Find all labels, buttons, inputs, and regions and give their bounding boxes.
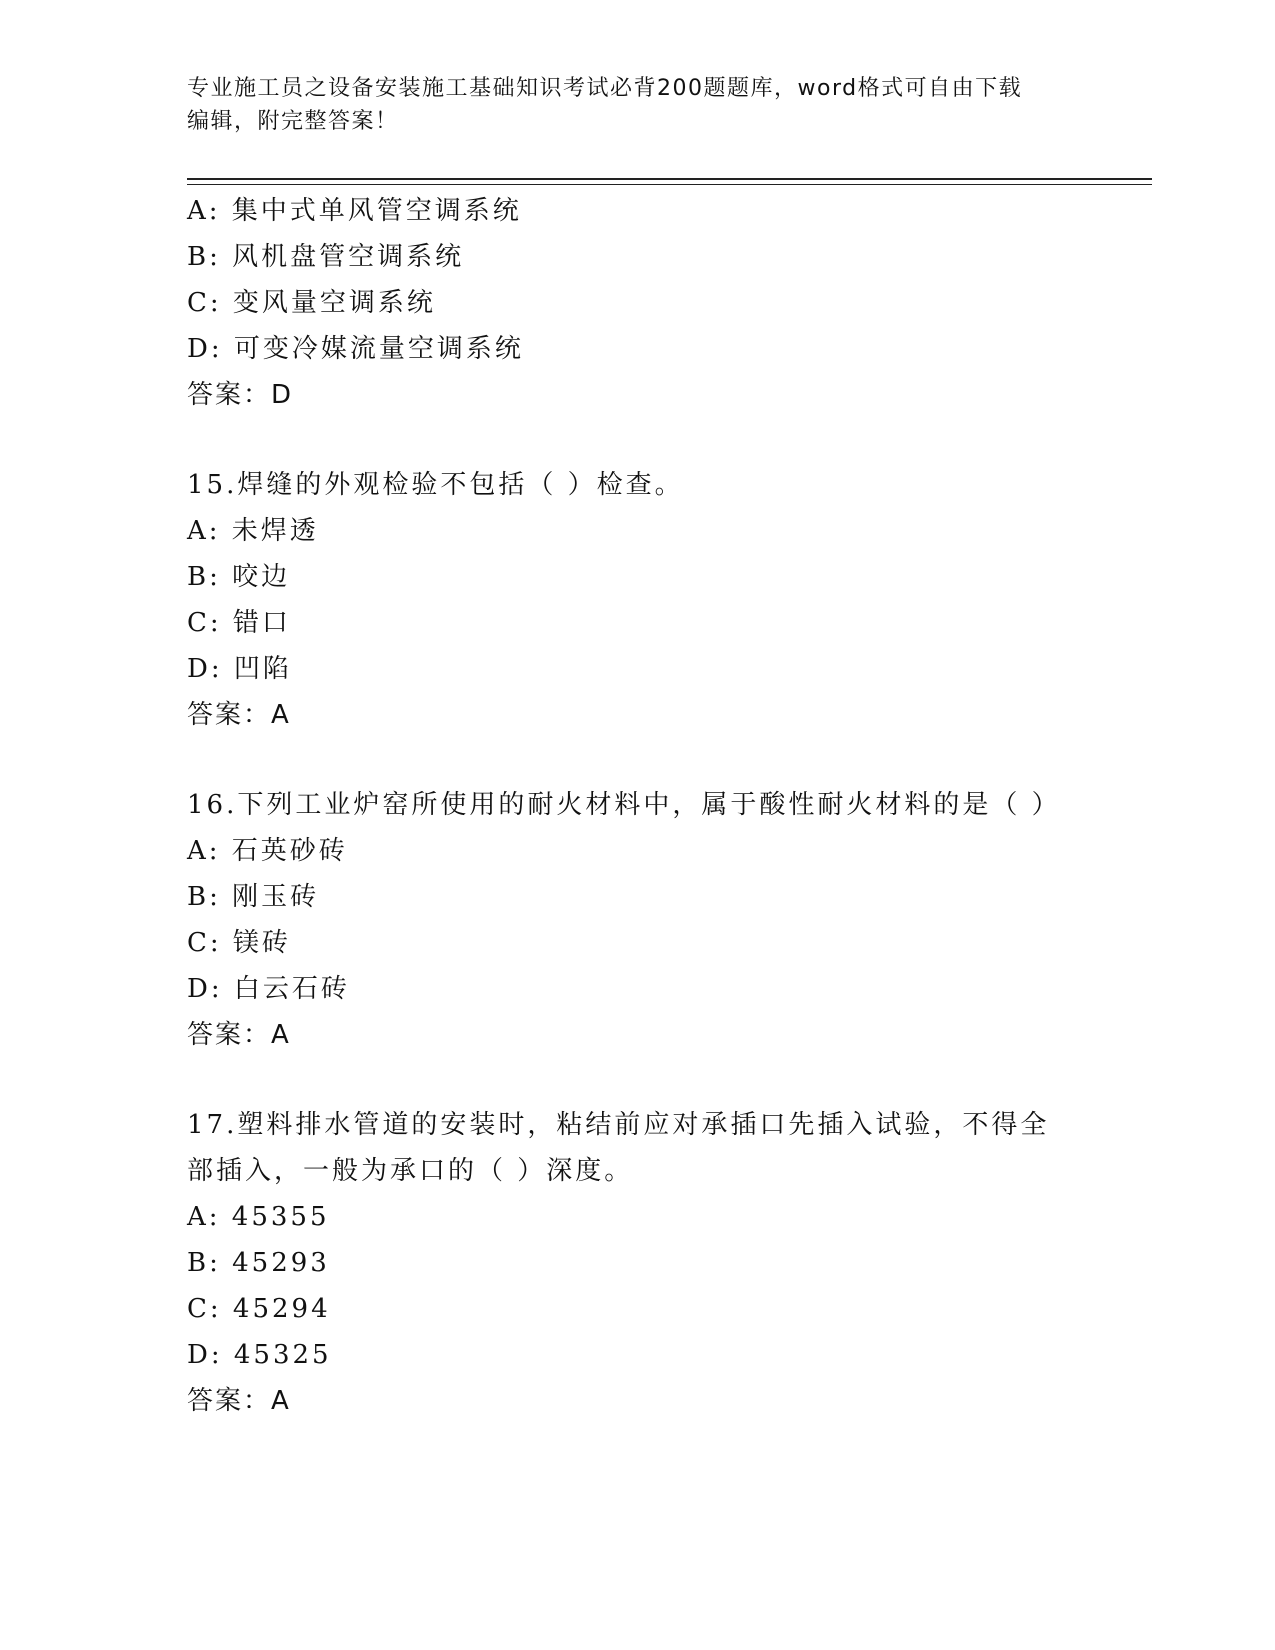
question-text: 17.塑料排水管道的安装时，粘结前应对承插口先插入试验，不得全部插入，一般为承口的（ ）深度。	[187, 1110, 1050, 1186]
question-16	[187, 782, 1087, 1058]
option-b: B: 刚玉砖	[187, 882, 320, 912]
option-c: C: 镁砖	[187, 928, 291, 958]
option-a: A: 集中式单风管空调系统	[187, 196, 522, 226]
question-15	[187, 462, 1087, 738]
answer: 答案：D	[187, 380, 294, 410]
answer: 答案：A	[187, 1020, 291, 1050]
option-b: B: 咬边	[187, 562, 291, 592]
option-c: C: 错口	[187, 608, 291, 638]
answer: 答案：A	[187, 1386, 291, 1416]
option-c: C: 变风量空调系统	[187, 288, 436, 318]
question-list	[187, 188, 1087, 1424]
document-header: 专业施工员之设备安装施工基础知识考试必背200题题库，word格式可自由下载 编辑，附完整答案！	[187, 76, 1023, 134]
question-text: 15.焊缝的外观检验不包括（ ）检查。	[187, 470, 684, 500]
question-17	[187, 1102, 1087, 1424]
question-text: 16.下列工业炉窑所使用的耐火材料中，属于酸性耐火材料的是（ ）	[187, 790, 1061, 820]
option-b: B: 45293	[187, 1248, 330, 1278]
option-b: B: 风机盘管空调系统	[187, 242, 465, 272]
option-a: A: 石英砂砖	[187, 836, 348, 866]
option-d: D: 凹陷	[187, 654, 292, 684]
header-divider	[187, 178, 1152, 185]
option-a: A: 45355	[187, 1202, 330, 1232]
option-c: C: 45294	[187, 1294, 331, 1324]
option-d: D: 白云石砖	[187, 974, 350, 1004]
option-d: D: 可变冷媒流量空调系统	[187, 334, 524, 364]
option-a: A: 未焊透	[187, 516, 319, 546]
option-d: D: 45325	[187, 1340, 332, 1370]
answer: 答案：A	[187, 700, 291, 730]
prev-question-block	[187, 188, 1087, 418]
